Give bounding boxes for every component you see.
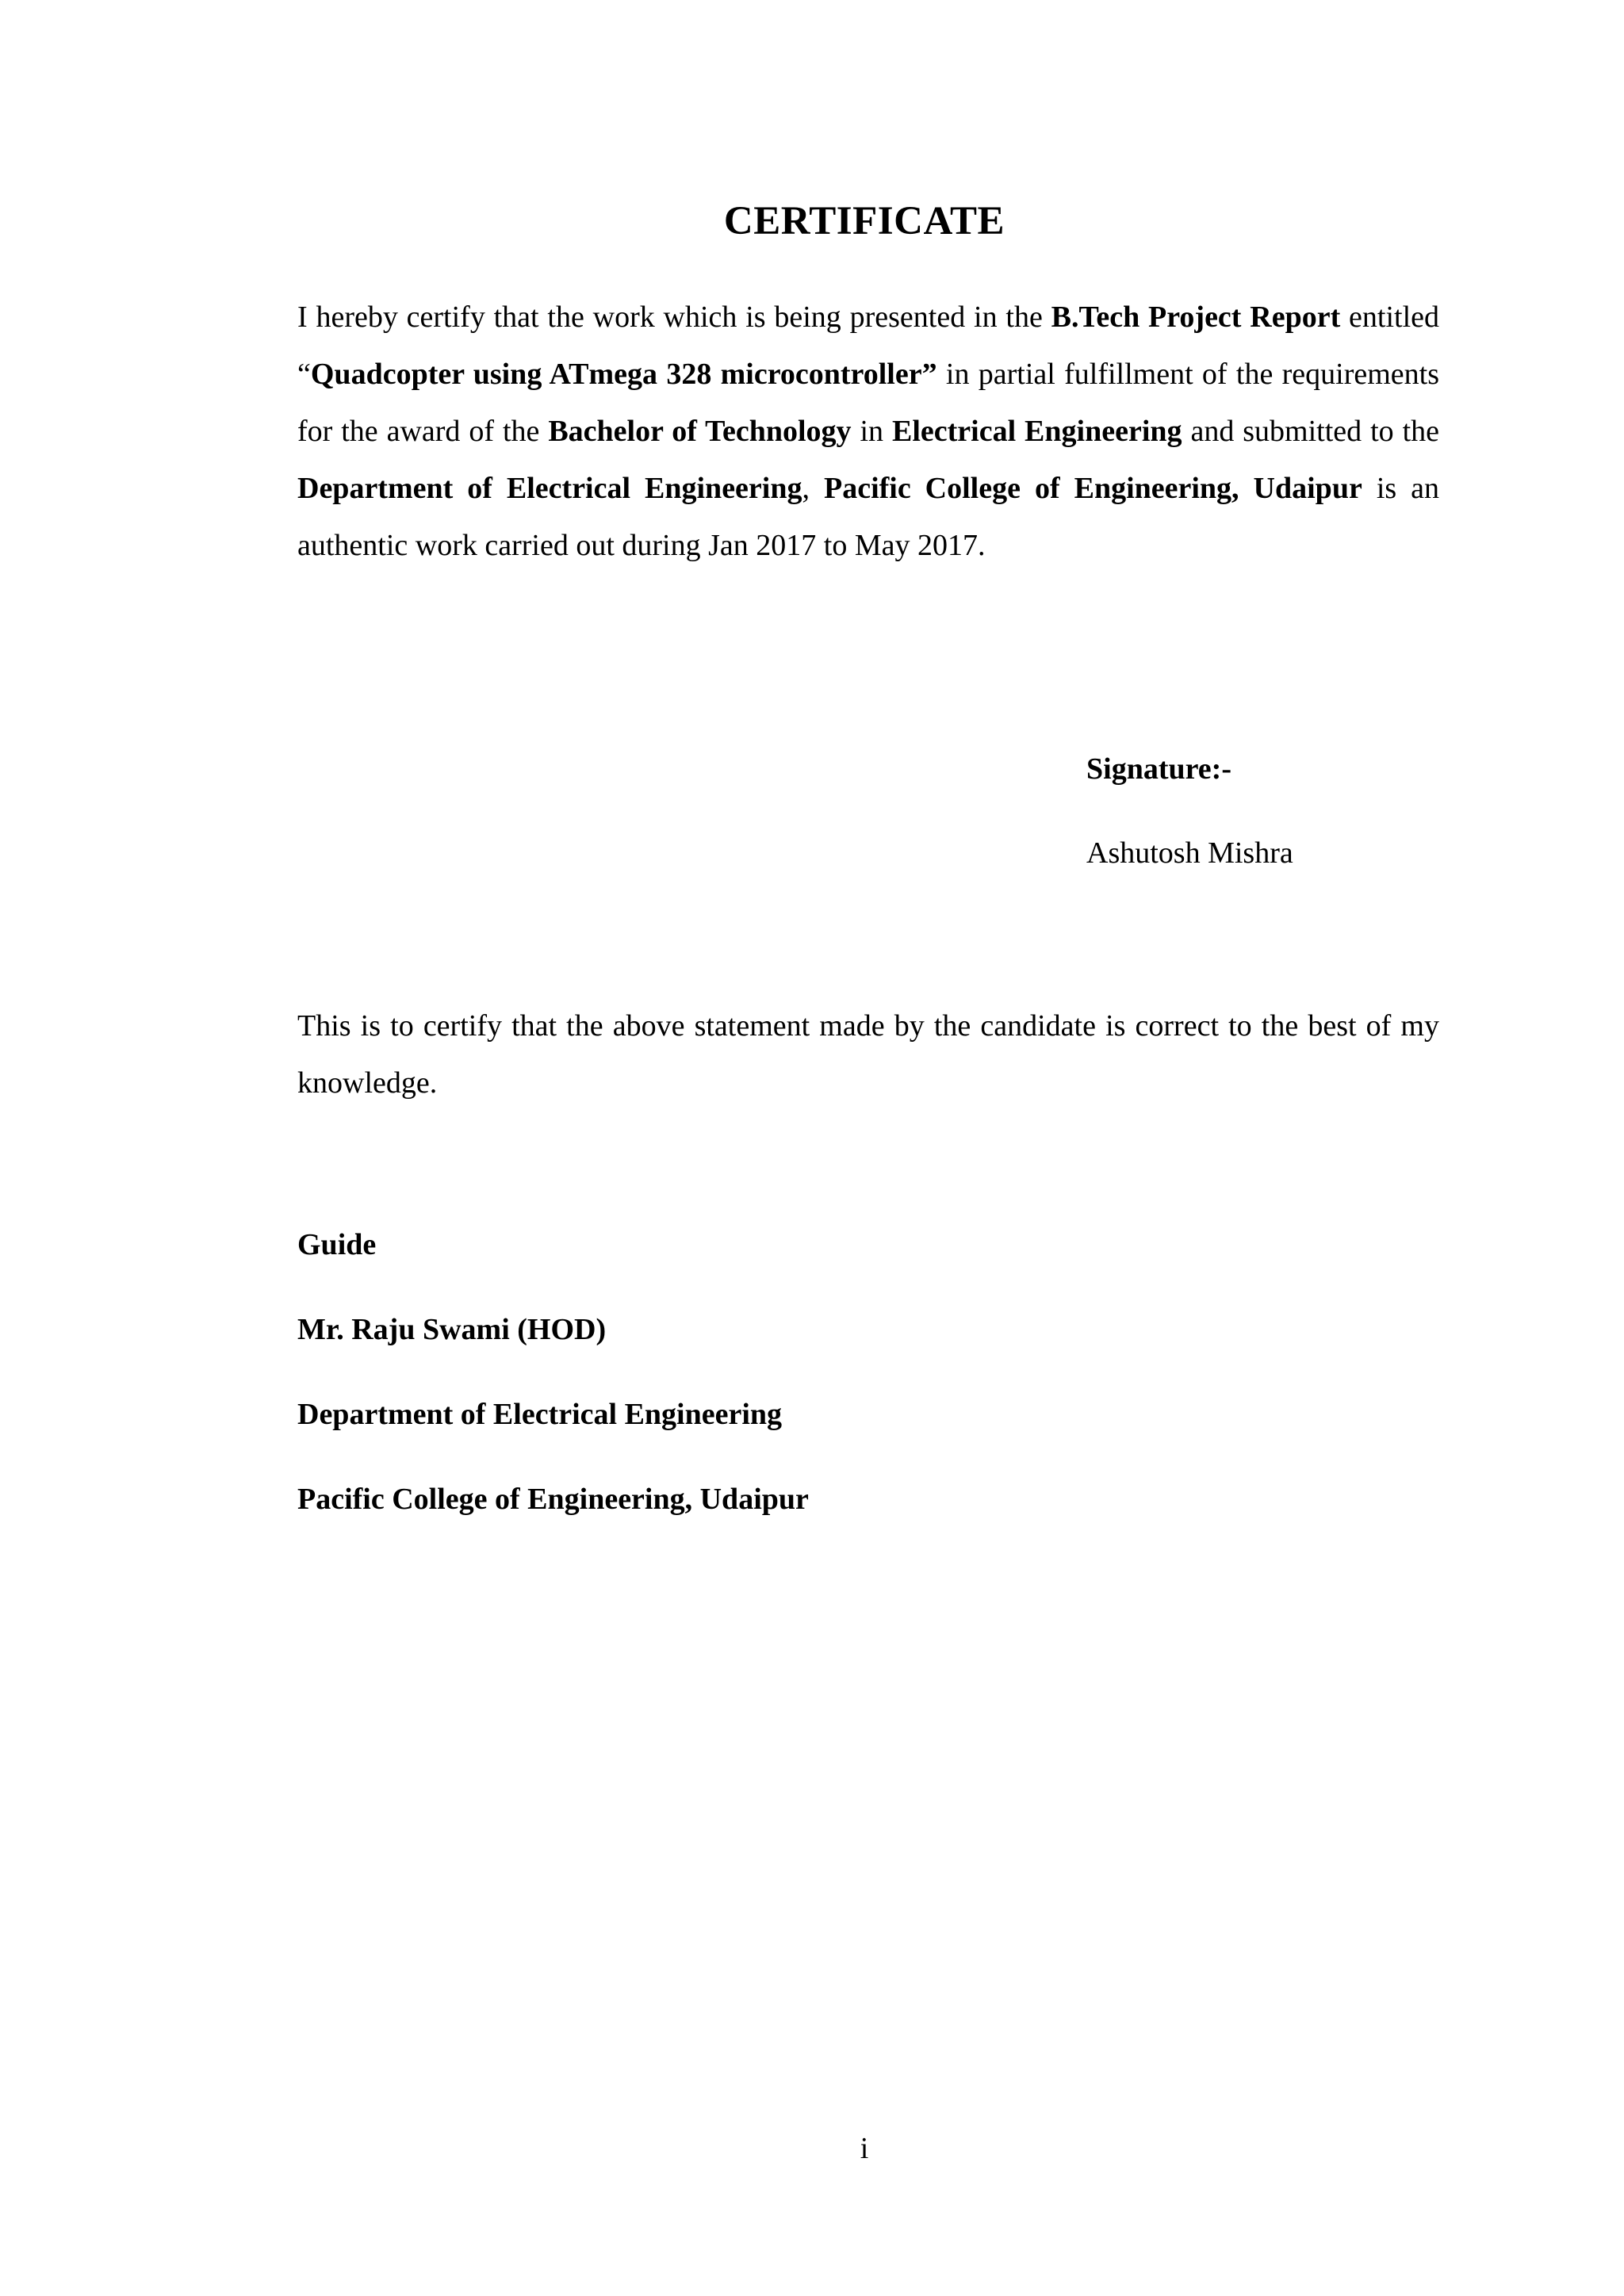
paragraph-text: entitled “: [297, 300, 1440, 391]
guide-college: Pacific College of Engineering, Udaipur: [297, 1483, 809, 1516]
guide-statement-paragraph: This is to certify that the above statement made by the candidate is correct to the best of my knowledge.: [297, 1009, 1439, 1100]
department-bold: Department of Electrical Engineering: [297, 472, 802, 505]
degree-bold: Bachelor of Technology: [548, 415, 852, 448]
guide-department: Department of Electrical Engineering: [297, 1398, 783, 1431]
project-report-bold: B.Tech Project Report: [1051, 300, 1341, 334]
college-bold: Pacific College of Engineering, Udaipur: [823, 472, 1362, 505]
paragraph-text: I hereby certify that the work which is being presented in the: [297, 300, 1051, 334]
page-title: CERTIFICATE: [723, 199, 1005, 243]
certification-paragraph: [297, 289, 1439, 574]
paragraph-text: in: [851, 415, 892, 448]
discipline-bold: Electrical Engineering: [891, 415, 1182, 448]
paragraph-text: is an authentic work carried out during Jan 2017 to May 2017.: [297, 472, 1440, 562]
signature-label: Signature:-: [1086, 752, 1231, 786]
page-number: i: [860, 2132, 869, 2165]
paragraph-text: ,: [802, 472, 824, 505]
paragraph-text: in partial fulfillment of the requirements for the award of the: [297, 358, 1439, 448]
project-title-bold: Quadcopter using ATmega 328 microcontroller”: [310, 358, 937, 391]
candidate-name: Ashutosh Mishra: [1086, 836, 1293, 870]
guide-heading: Guide: [297, 1228, 377, 1261]
guide-name: Mr. Raju Swami (HOD): [297, 1313, 607, 1346]
paragraph-text: and submitted to the: [1182, 415, 1440, 448]
